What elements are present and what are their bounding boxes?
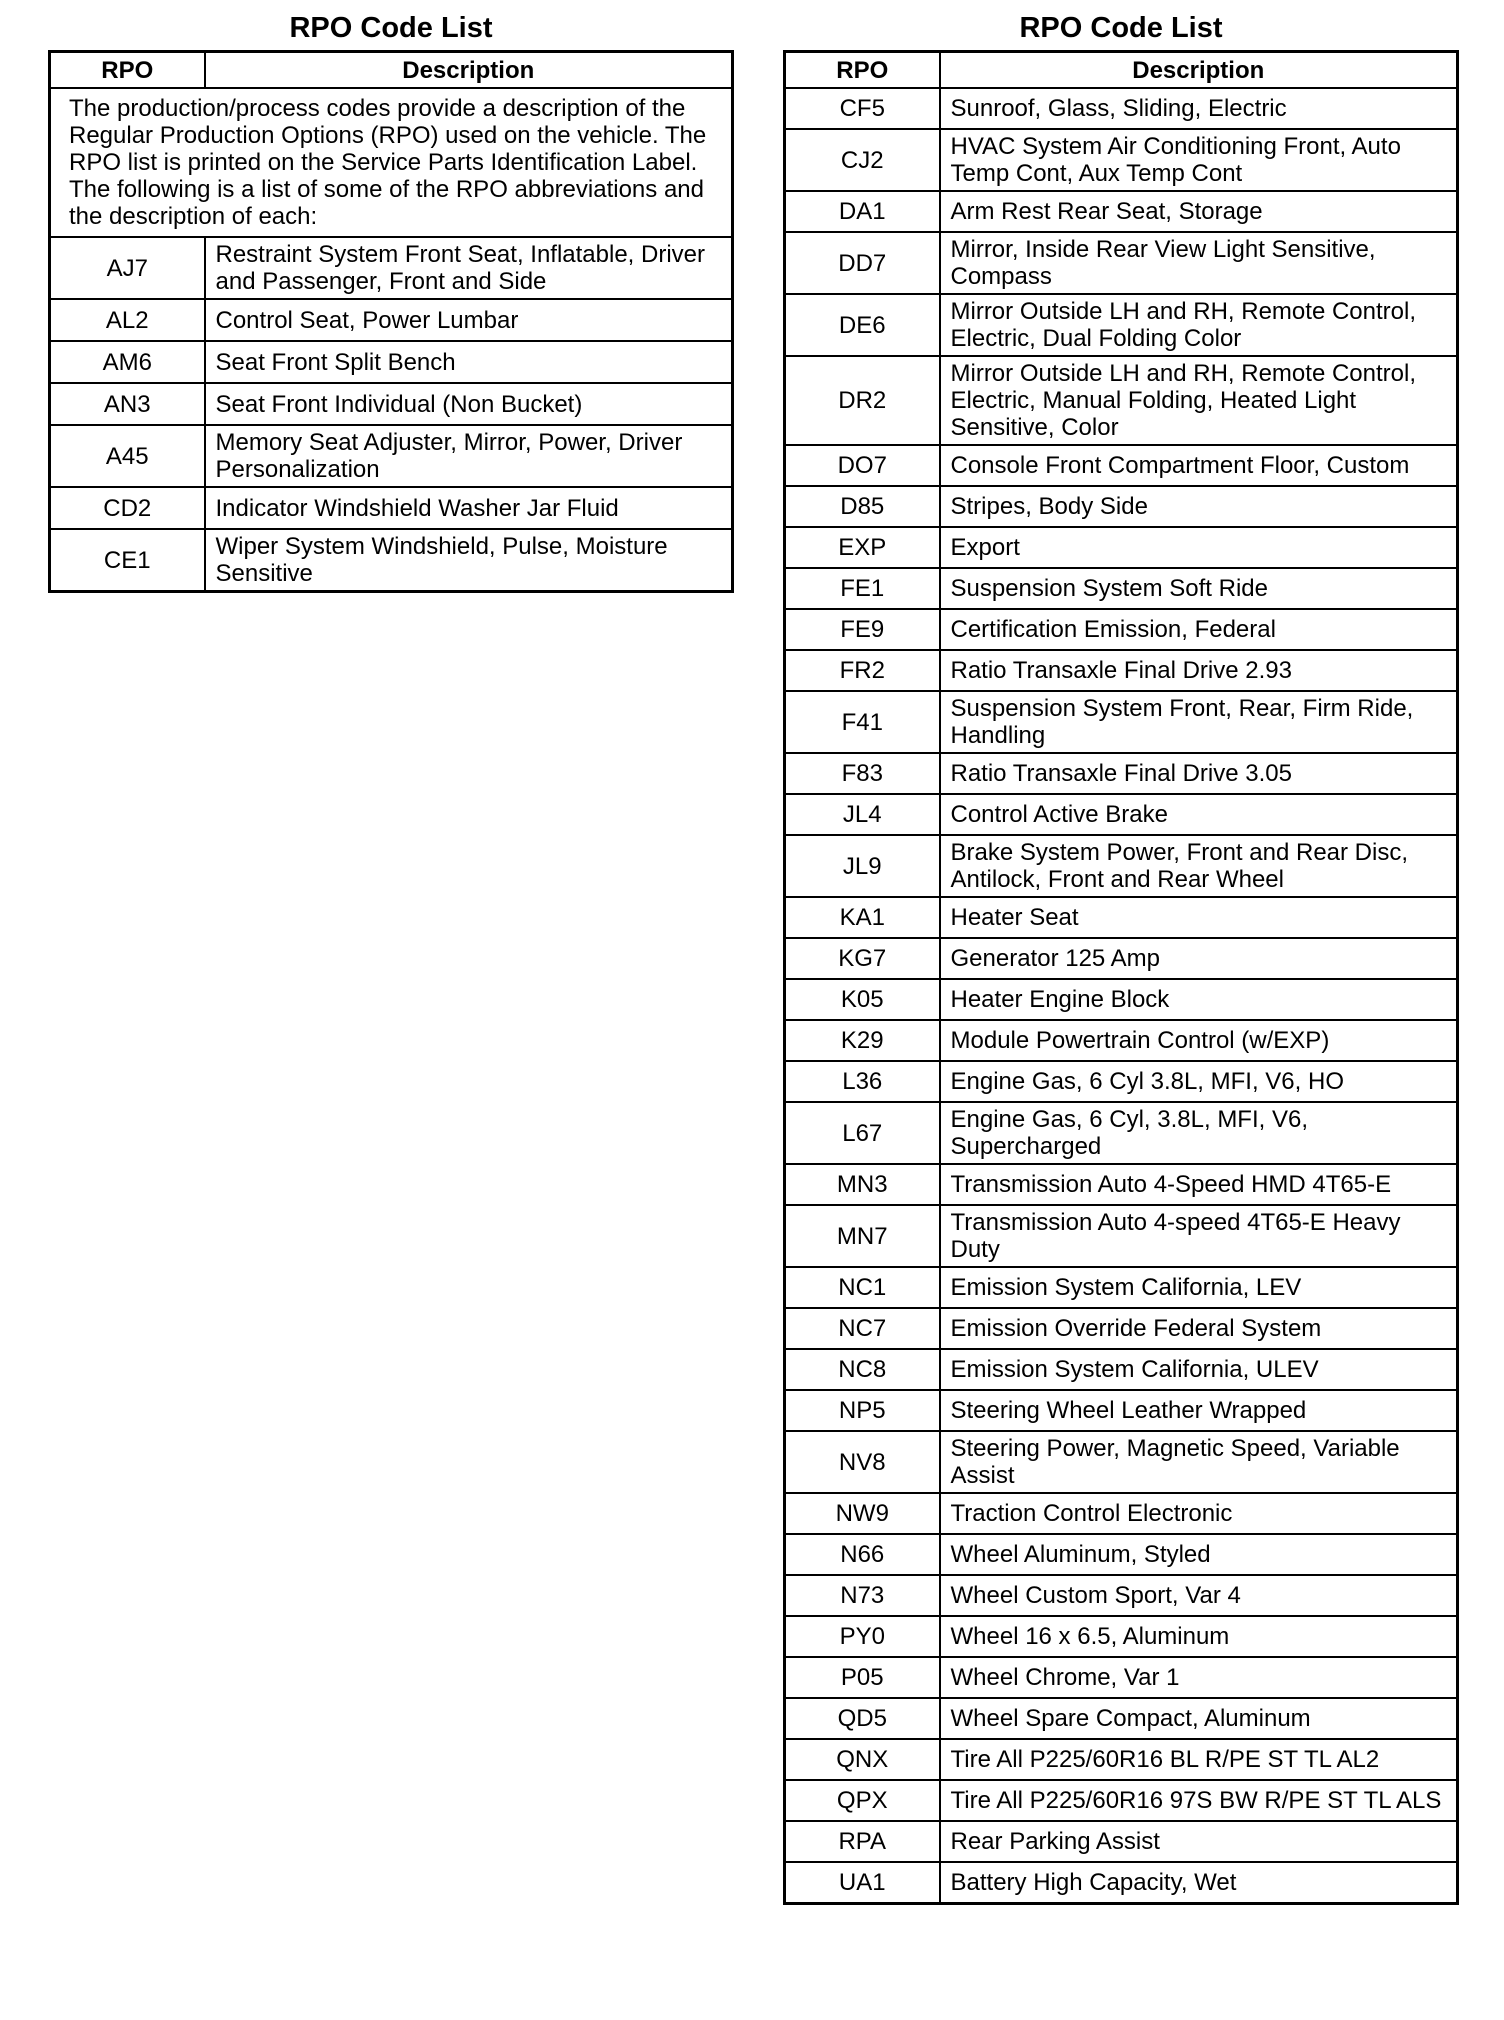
- rpo-code: L67: [785, 1102, 940, 1164]
- rpo-code: NC7: [785, 1308, 940, 1349]
- rpo-code: AJ7: [50, 237, 205, 299]
- table-row: [785, 650, 1458, 691]
- rpo-description: Ratio Transaxle Final Drive 2.93: [940, 650, 1458, 691]
- table-row: [785, 1205, 1458, 1267]
- right-table-body: [785, 88, 1458, 1904]
- rpo-code: AL2: [50, 299, 205, 341]
- rpo-description: HVAC System Air Conditioning Front, Auto Temp Cont, Aux Temp Cont: [940, 129, 1458, 191]
- right-list-title: RPO Code List: [1019, 12, 1223, 44]
- rpo-code: AN3: [50, 383, 205, 425]
- rpo-code: DE6: [785, 294, 940, 356]
- table-row: [785, 1164, 1458, 1205]
- rpo-code: UA1: [785, 1862, 940, 1904]
- rpo-description: Steering Power, Magnetic Speed, Variable Assist: [940, 1431, 1458, 1493]
- table-row: [785, 1493, 1458, 1534]
- rpo-code: D85: [785, 486, 940, 527]
- rpo-description: Generator 125 Amp: [940, 938, 1458, 979]
- table-row: [785, 1657, 1458, 1698]
- table-row: [785, 753, 1458, 794]
- rpo-description: Seat Front Individual (Non Bucket): [205, 383, 733, 425]
- rpo-code: JL4: [785, 794, 940, 835]
- rpo-description: Indicator Windshield Washer Jar Fluid: [205, 487, 733, 529]
- table-row: [785, 1061, 1458, 1102]
- rpo-description: Heater Engine Block: [940, 979, 1458, 1020]
- table-row: [785, 1308, 1458, 1349]
- rpo-code: N66: [785, 1534, 940, 1575]
- table-row: [785, 191, 1458, 232]
- table-row: [785, 1534, 1458, 1575]
- rpo-code: FE9: [785, 609, 940, 650]
- rpo-code: L36: [785, 1061, 940, 1102]
- right-header-row: [785, 52, 1458, 89]
- table-row: [785, 1020, 1458, 1061]
- table-row: [50, 425, 733, 487]
- rpo-description: Wheel Chrome, Var 1: [940, 1657, 1458, 1698]
- rpo-code: KA1: [785, 897, 940, 938]
- table-row: [785, 1862, 1458, 1904]
- rpo-description: Restraint System Front Seat, Inflatable, Driver and Passenger, Front and Side: [205, 237, 733, 299]
- rpo-description: Rear Parking Assist: [940, 1821, 1458, 1862]
- table-row: [785, 356, 1458, 445]
- rpo-description: Console Front Compartment Floor, Custom: [940, 445, 1458, 486]
- rpo-code: F83: [785, 753, 940, 794]
- rpo-code: DO7: [785, 445, 940, 486]
- rpo-code: NV8: [785, 1431, 940, 1493]
- rpo-description: Tire All P225/60R16 97S BW R/PE ST TL ALS: [940, 1780, 1458, 1821]
- rpo-description: Export: [940, 527, 1458, 568]
- table-row: [785, 1739, 1458, 1780]
- rpo-description: Control Active Brake: [940, 794, 1458, 835]
- rpo-description: Tire All P225/60R16 BL R/PE ST TL AL2: [940, 1739, 1458, 1780]
- rpo-description: Engine Gas, 6 Cyl, 3.8L, MFI, V6, Supercharged: [940, 1102, 1458, 1164]
- rpo-code: CE1: [50, 529, 205, 592]
- table-row: [785, 691, 1458, 753]
- rpo-description: Control Seat, Power Lumbar: [205, 299, 733, 341]
- table-row: [785, 1102, 1458, 1164]
- table-row: [785, 938, 1458, 979]
- table-row: [785, 445, 1458, 486]
- table-row: [50, 237, 733, 299]
- rpo-description: Wheel Aluminum, Styled: [940, 1534, 1458, 1575]
- table-row: [785, 1780, 1458, 1821]
- table-row: [50, 487, 733, 529]
- rpo-code: NC1: [785, 1267, 940, 1308]
- rpo-description: Seat Front Split Bench: [205, 341, 733, 383]
- rpo-description: Memory Seat Adjuster, Mirror, Power, Driver Personalization: [205, 425, 733, 487]
- table-row: [785, 979, 1458, 1020]
- rpo-column-header: RPO: [50, 52, 205, 89]
- table-row: [785, 1616, 1458, 1657]
- rpo-description: Sunroof, Glass, Sliding, Electric: [940, 88, 1458, 129]
- table-row: [785, 1349, 1458, 1390]
- left-header-row: [50, 52, 733, 89]
- rpo-code: K29: [785, 1020, 940, 1061]
- table-row: [785, 1431, 1458, 1493]
- rpo-description: Transmission Auto 4-speed 4T65-E Heavy Duty: [940, 1205, 1458, 1267]
- description-column-header: Description: [940, 52, 1458, 89]
- description-column-header: Description: [205, 52, 733, 89]
- table-row: [785, 232, 1458, 294]
- rpo-description: Emission System California, ULEV: [940, 1349, 1458, 1390]
- rpo-description: Brake System Power, Front and Rear Disc, Antilock, Front and Rear Wheel: [940, 835, 1458, 897]
- rpo-description: Battery High Capacity, Wet: [940, 1862, 1458, 1904]
- right-rpo-panel: [783, 8, 1459, 1905]
- rpo-description: Certification Emission, Federal: [940, 609, 1458, 650]
- rpo-code: NW9: [785, 1493, 940, 1534]
- table-row: [50, 299, 733, 341]
- rpo-code: QD5: [785, 1698, 940, 1739]
- table-row: [785, 1821, 1458, 1862]
- rpo-code: QPX: [785, 1780, 940, 1821]
- rpo-code: P05: [785, 1657, 940, 1698]
- table-row: [785, 1390, 1458, 1431]
- rpo-description: Steering Wheel Leather Wrapped: [940, 1390, 1458, 1431]
- rpo-code: RPA: [785, 1821, 940, 1862]
- rpo-code: NP5: [785, 1390, 940, 1431]
- rpo-description: Ratio Transaxle Final Drive 3.05: [940, 753, 1458, 794]
- rpo-description: Module Powertrain Control (w/EXP): [940, 1020, 1458, 1061]
- rpo-description: Wheel Spare Compact, Aluminum: [940, 1698, 1458, 1739]
- rpo-code: FE1: [785, 568, 940, 609]
- table-row: [785, 835, 1458, 897]
- rpo-description: Suspension System Soft Ride: [940, 568, 1458, 609]
- rpo-description: Mirror Outside LH and RH, Remote Control, Electric, Dual Folding Color: [940, 294, 1458, 356]
- left-table-body: [50, 88, 733, 592]
- rpo-code: FR2: [785, 650, 940, 691]
- rpo-code: N73: [785, 1575, 940, 1616]
- table-row: [50, 383, 733, 425]
- rpo-description: Engine Gas, 6 Cyl 3.8L, MFI, V6, HO: [940, 1061, 1458, 1102]
- rpo-code: JL9: [785, 835, 940, 897]
- rpo-code: AM6: [50, 341, 205, 383]
- table-row: [50, 341, 733, 383]
- rpo-code: DD7: [785, 232, 940, 294]
- rpo-code: CJ2: [785, 129, 940, 191]
- rpo-code: PY0: [785, 1616, 940, 1657]
- rpo-description: Emission System California, LEV: [940, 1267, 1458, 1308]
- rpo-code: MN3: [785, 1164, 940, 1205]
- rpo-description: Mirror, Inside Rear View Light Sensitive, Compass: [940, 232, 1458, 294]
- table-row: [785, 568, 1458, 609]
- rpo-code: CF5: [785, 88, 940, 129]
- rpo-description: Stripes, Body Side: [940, 486, 1458, 527]
- rpo-description: Traction Control Electronic: [940, 1493, 1458, 1534]
- table-row: [785, 88, 1458, 129]
- rpo-code: NC8: [785, 1349, 940, 1390]
- rpo-description: Emission Override Federal System: [940, 1308, 1458, 1349]
- rpo-description: Heater Seat: [940, 897, 1458, 938]
- rpo-code: K05: [785, 979, 940, 1020]
- rpo-description: Transmission Auto 4-Speed HMD 4T65-E: [940, 1164, 1458, 1205]
- table-row: [785, 294, 1458, 356]
- table-row: [785, 1267, 1458, 1308]
- rpo-description: Arm Rest Rear Seat, Storage: [940, 191, 1458, 232]
- left-rpo-table: [48, 50, 734, 593]
- rpo-code: F41: [785, 691, 940, 753]
- rpo-code: MN7: [785, 1205, 940, 1267]
- table-row: [785, 897, 1458, 938]
- rpo-description: Suspension System Front, Rear, Firm Ride, Handling: [940, 691, 1458, 753]
- intro-row: [50, 88, 733, 237]
- rpo-code: DR2: [785, 356, 940, 445]
- rpo-description: Mirror Outside LH and RH, Remote Control, Electric, Manual Folding, Heated Light Sensitive, Color: [940, 356, 1458, 445]
- intro-text: The production/process codes provide a description of the Regular Production Options (RPO) used on the vehicle. The RPO list is printed on the Service Parts Identification Label. The following is a list of some of the RPO abbreviations and the description of each:: [50, 88, 733, 237]
- table-row: [785, 527, 1458, 568]
- table-row: [785, 486, 1458, 527]
- table-row: [785, 609, 1458, 650]
- table-row: [785, 794, 1458, 835]
- rpo-column-header: RPO: [785, 52, 940, 89]
- rpo-code: CD2: [50, 487, 205, 529]
- right-rpo-table: [783, 50, 1459, 1905]
- rpo-code: QNX: [785, 1739, 940, 1780]
- rpo-code: A45: [50, 425, 205, 487]
- rpo-description: Wheel 16 x 6.5, Aluminum: [940, 1616, 1458, 1657]
- table-row: [785, 1698, 1458, 1739]
- rpo-code: KG7: [785, 938, 940, 979]
- table-row: [785, 129, 1458, 191]
- left-list-title: RPO Code List: [289, 12, 493, 44]
- left-rpo-panel: [48, 8, 734, 593]
- rpo-code: DA1: [785, 191, 940, 232]
- rpo-description: Wiper System Windshield, Pulse, Moisture Sensitive: [205, 529, 733, 592]
- table-row: [785, 1575, 1458, 1616]
- rpo-description: Wheel Custom Sport, Var 4: [940, 1575, 1458, 1616]
- rpo-code: EXP: [785, 527, 940, 568]
- table-row: [50, 529, 733, 592]
